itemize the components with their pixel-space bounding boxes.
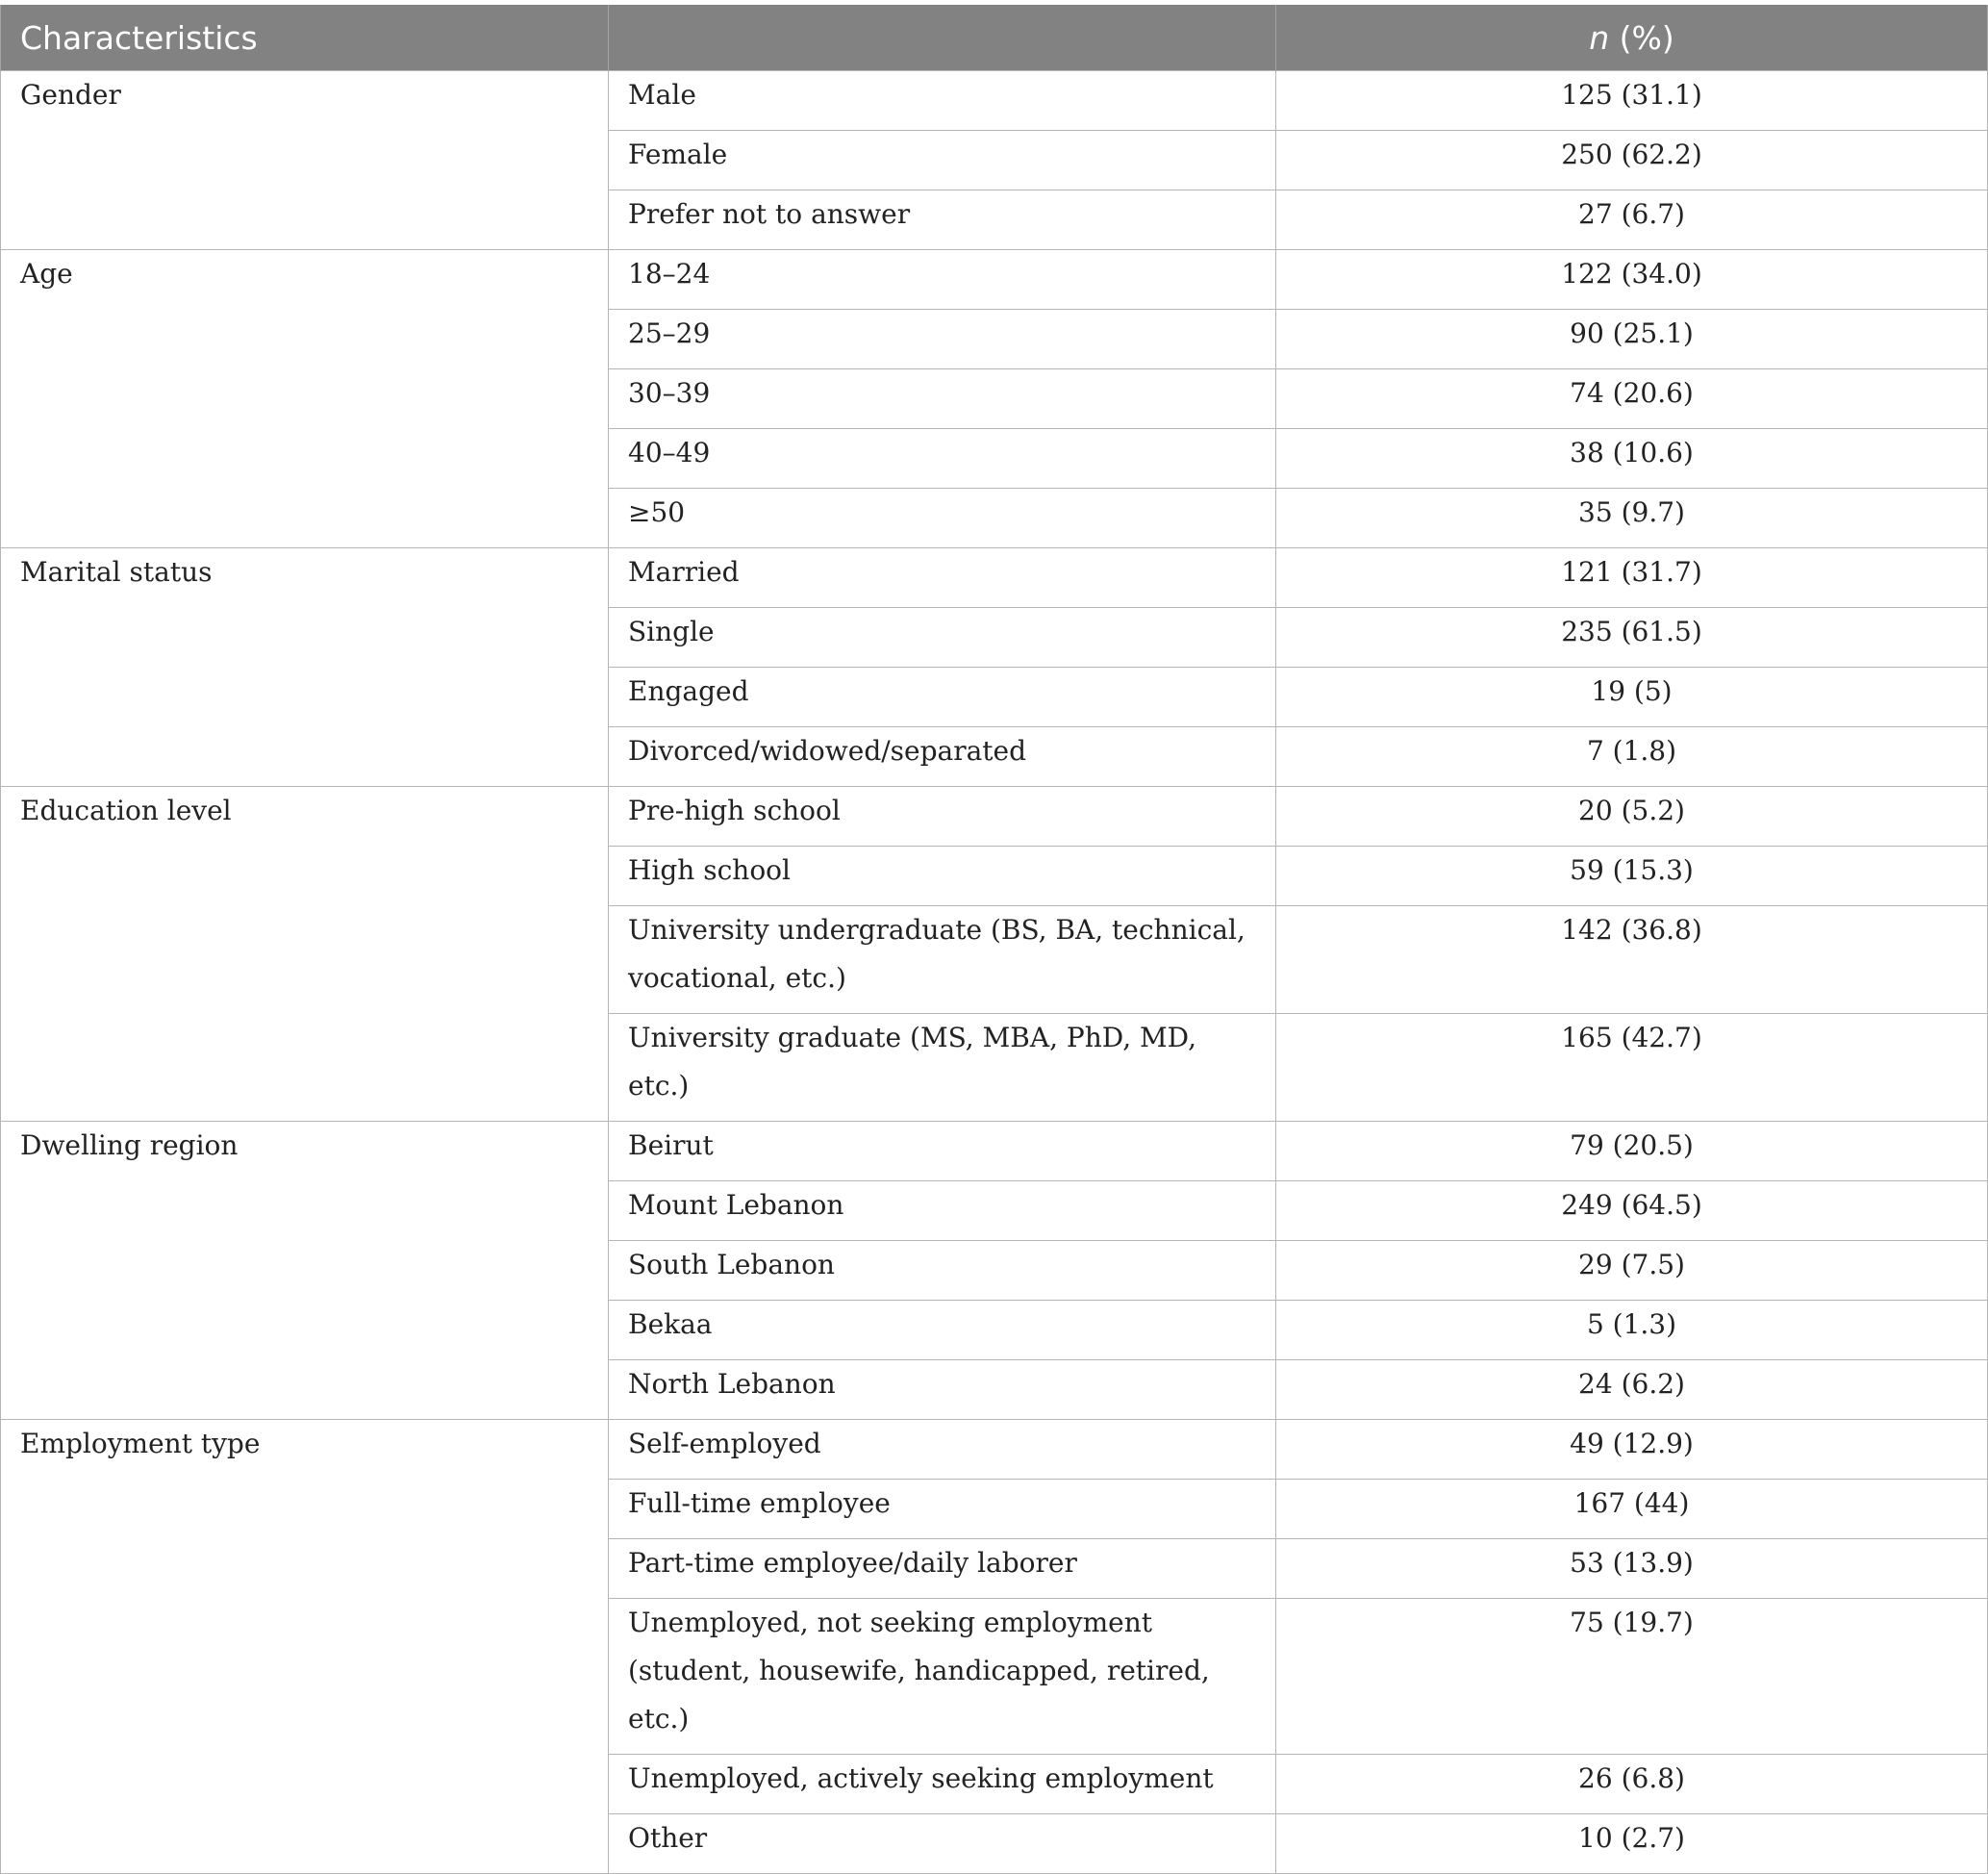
subcategory-label: Male [609,71,1276,131]
subcategory-label: Pre-high school [609,787,1276,847]
subcategory-label: Divorced/widowed/separated [609,727,1276,787]
count-percent-value: 29 (7.5) [1276,1241,1988,1301]
subcategory-label: Full-time employee [609,1480,1276,1539]
subcategory-label: Single [609,608,1276,668]
count-percent-value: 24 (6.2) [1276,1360,1988,1420]
count-percent-value: 20 (5.2) [1276,787,1988,847]
subcategory-label: Unemployed, actively seeking employment [609,1755,1276,1814]
category-label: Age [1,250,609,548]
count-percent-value: 121 (31.7) [1276,548,1988,608]
subcategory-label: University undergraduate (BS, BA, technical, vocational, etc.) [609,906,1276,1014]
header-percent: (%) [1609,18,1674,57]
count-percent-value: 249 (64.5) [1276,1181,1988,1241]
subcategory-label: 30–39 [609,369,1276,429]
header-n-percent [1276,5,1988,71]
count-percent-value: 27 (6.7) [1276,190,1988,250]
subcategory-label: Self-employed [609,1420,1276,1480]
subcategory-label: Married [609,548,1276,608]
count-percent-value: 10 (2.7) [1276,1814,1988,1874]
subcategory-label: Female [609,131,1276,190]
count-percent-value: 167 (44) [1276,1480,1988,1539]
subcategory-label: South Lebanon [609,1241,1276,1301]
count-percent-value: 79 (20.5) [1276,1122,1988,1181]
table-row [1,548,1988,608]
header-n: n [1589,18,1610,57]
characteristics-table [0,5,1988,1874]
table-row [1,1420,1988,1480]
count-percent-value: 35 (9.7) [1276,489,1988,548]
subcategory-label: Prefer not to answer [609,190,1276,250]
category-label: Employment type [1,1420,609,1874]
subcategory-label: 18–24 [609,250,1276,310]
count-percent-value: 26 (6.8) [1276,1755,1988,1814]
count-percent-value: 53 (13.9) [1276,1539,1988,1599]
header-blank [609,5,1276,71]
subcategory-label: Part-time employee/daily laborer [609,1539,1276,1599]
count-percent-value: 90 (25.1) [1276,310,1988,369]
subcategory-label: Other [609,1814,1276,1874]
table-body [1,71,1988,1874]
subcategory-label: Bekaa [609,1301,1276,1360]
category-label: Dwelling region [1,1122,609,1420]
category-label: Marital status [1,548,609,787]
count-percent-value: 19 (5) [1276,668,1988,727]
subcategory-label: University graduate (MS, MBA, PhD, MD, etc.) [609,1014,1276,1122]
count-percent-value: 235 (61.5) [1276,608,1988,668]
subcategory-label: Beirut [609,1122,1276,1181]
count-percent-value: 7 (1.8) [1276,727,1988,787]
subcategory-label: ≥50 [609,489,1276,548]
subcategory-label: 25–29 [609,310,1276,369]
count-percent-value: 125 (31.1) [1276,71,1988,131]
subcategory-label: North Lebanon [609,1360,1276,1420]
subcategory-label: Mount Lebanon [609,1181,1276,1241]
count-percent-value: 49 (12.9) [1276,1420,1988,1480]
count-percent-value: 59 (15.3) [1276,847,1988,906]
table-row [1,1122,1988,1181]
table-row [1,787,1988,847]
count-percent-value: 74 (20.6) [1276,369,1988,429]
count-percent-value: 122 (34.0) [1276,250,1988,310]
subcategory-label: Unemployed, not seeking employment (student, housewife, handicapped, retired, etc.) [609,1599,1276,1755]
count-percent-value: 5 (1.3) [1276,1301,1988,1360]
count-percent-value: 165 (42.7) [1276,1014,1988,1122]
subcategory-label: 40–49 [609,429,1276,489]
category-label: Education level [1,787,609,1122]
subcategory-label: High school [609,847,1276,906]
count-percent-value: 142 (36.8) [1276,906,1988,1014]
category-label: Gender [1,71,609,250]
header-row [1,5,1988,71]
count-percent-value: 38 (10.6) [1276,429,1988,489]
subcategory-label: Engaged [609,668,1276,727]
count-percent-value: 250 (62.2) [1276,131,1988,190]
count-percent-value: 75 (19.7) [1276,1599,1988,1755]
header-characteristics: Characteristics [1,5,609,71]
table-row [1,71,1988,131]
table-row [1,250,1988,310]
